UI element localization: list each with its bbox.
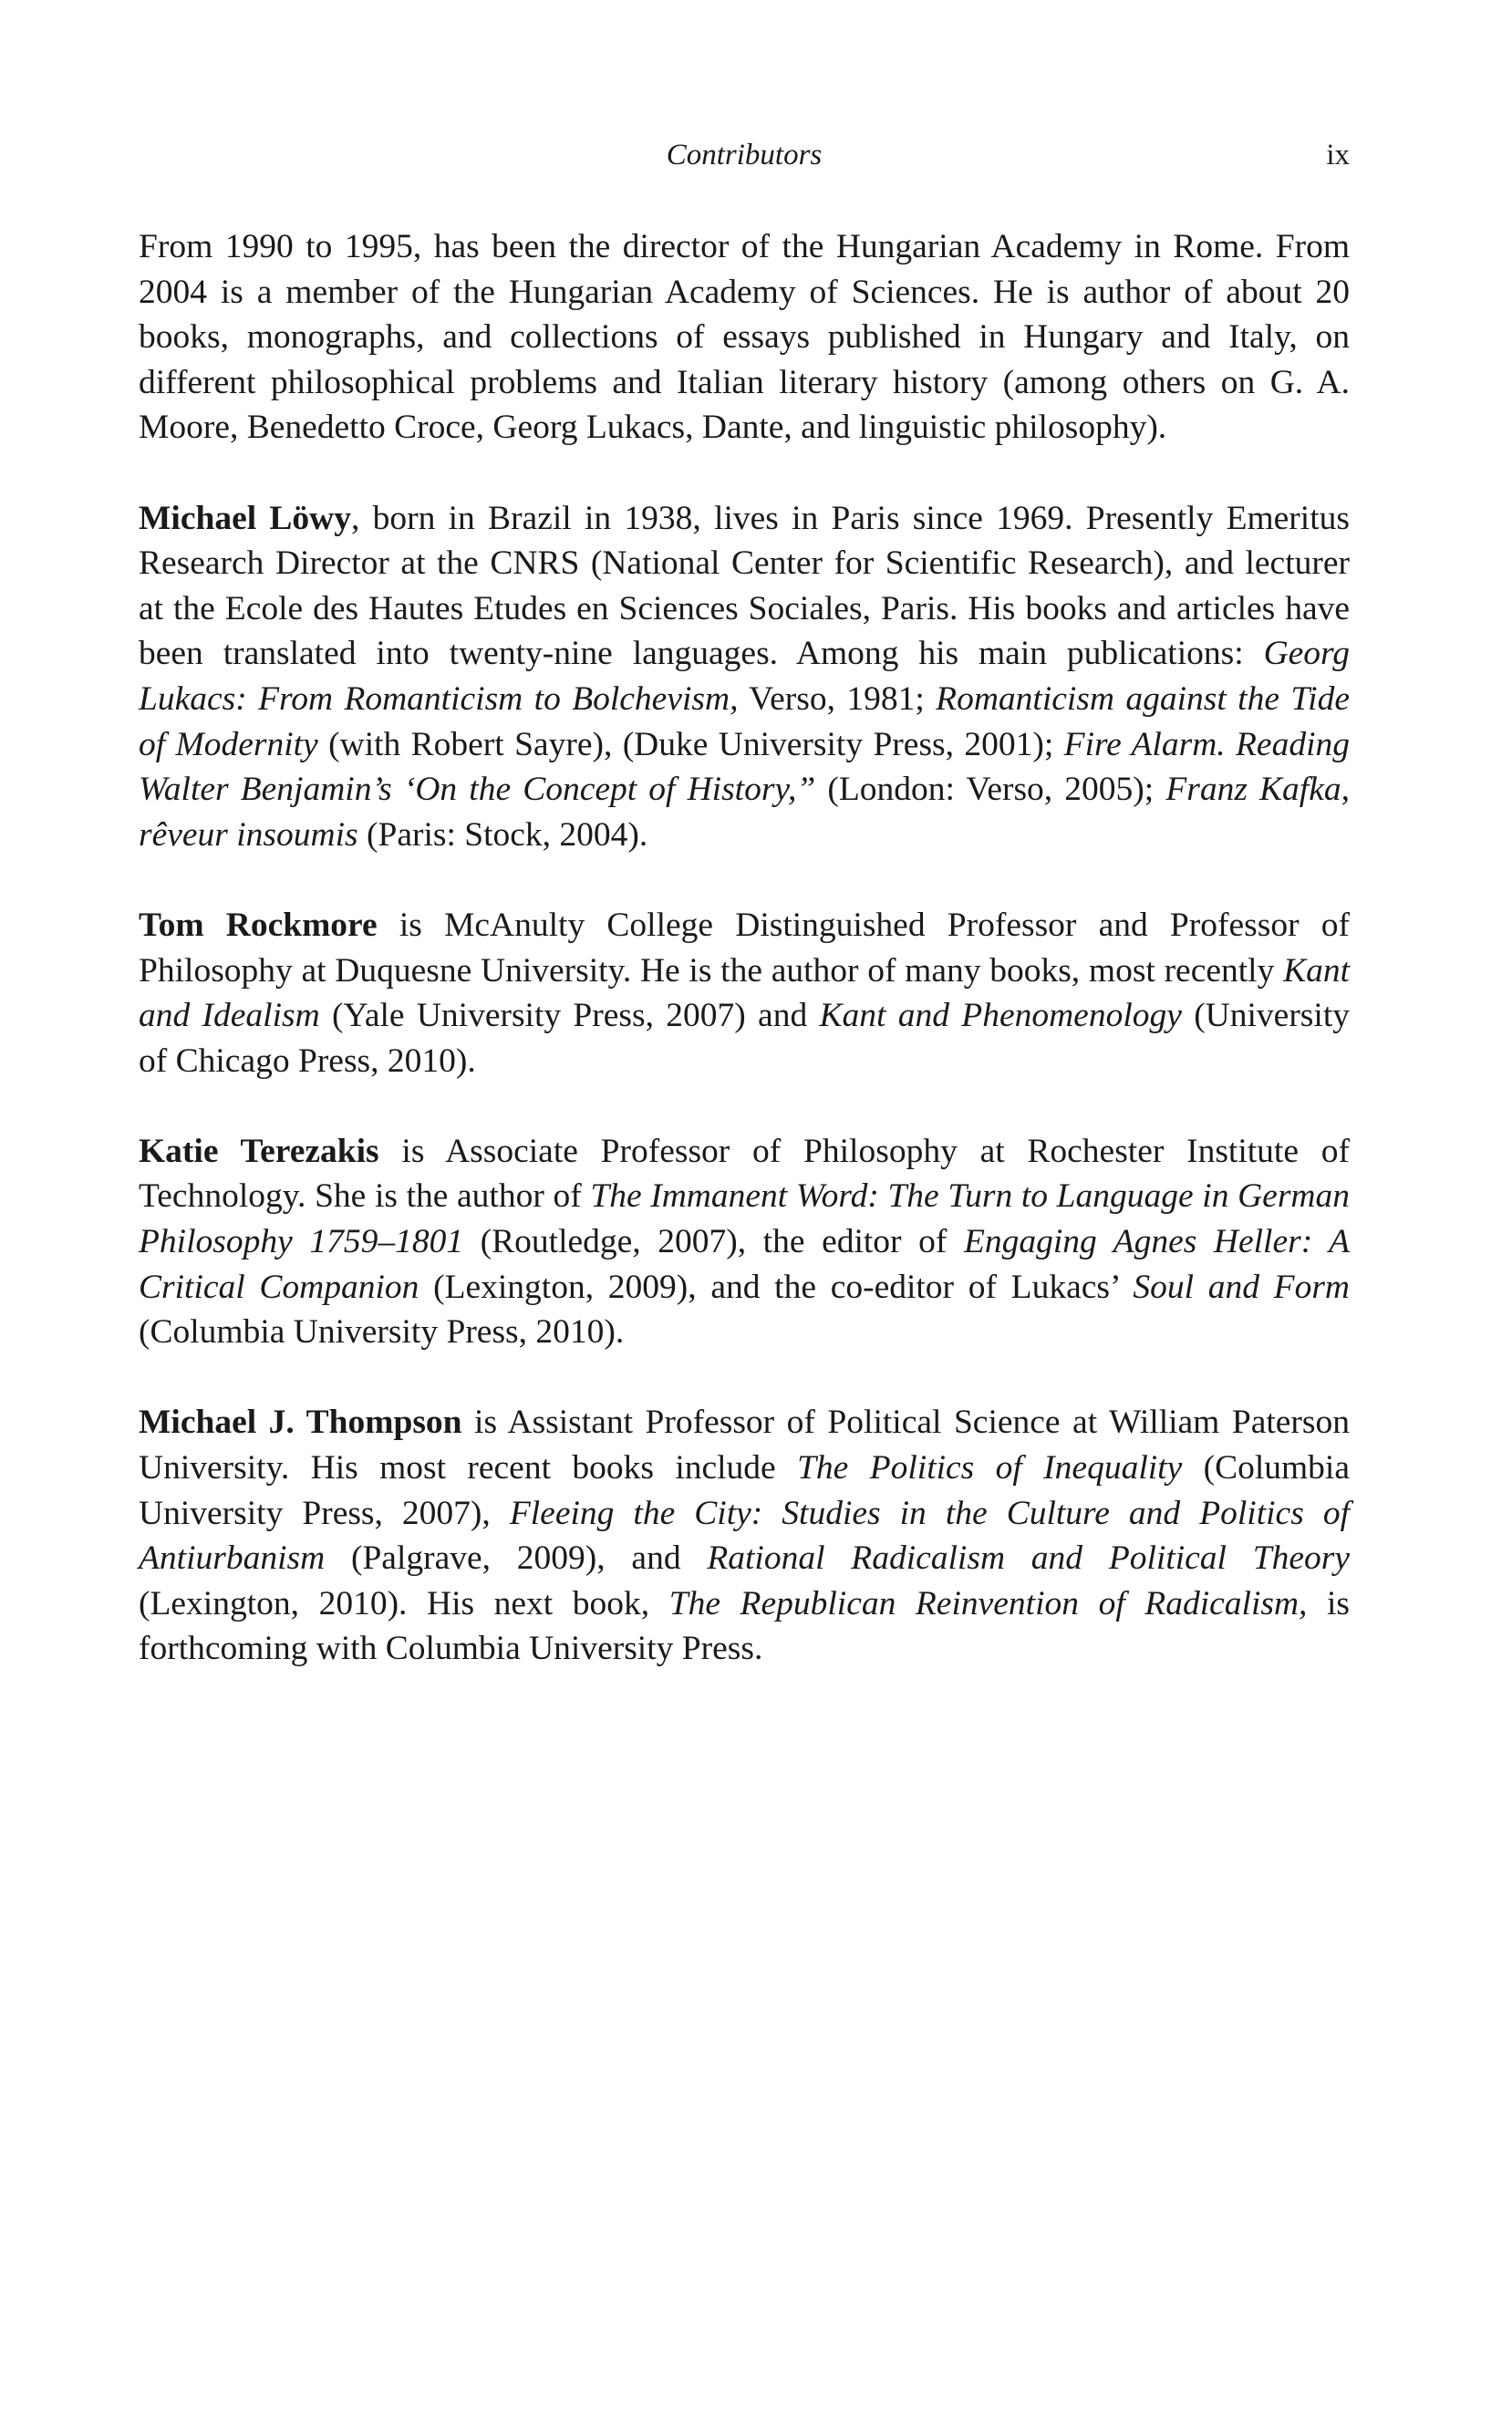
bio-text: (Palgrave, 2009), and <box>325 1539 708 1578</box>
bio-text: (University of Chicago Press, 2010). <box>139 997 1350 1080</box>
bio-text: (Lexington, 2009), and the co-editor of Lukacs’ <box>419 1268 1134 1306</box>
contributor-name: Michael J. Thompson <box>139 1404 462 1442</box>
running-head <box>139 135 1350 175</box>
bio-text: (Lexington, 2010). His next book, <box>139 1584 669 1622</box>
bio-text: (London: Verso, 2005); <box>815 771 1166 809</box>
publication-title: Georg Lukacs: From Romanticism to Bolchevism, <box>139 635 1350 718</box>
publication-title: Fire Alarm. Reading Walter Benjamin’s ‘On the Concept of History,” <box>139 725 1350 809</box>
contributor-entry <box>139 224 1350 451</box>
bio-text: (Routledge, 2007), the editor of <box>463 1223 964 1261</box>
bio-text: Verso, 1981; <box>738 679 937 718</box>
bio-text: From 1990 to 1995, has been the director of the Hungarian Academy in Rome. From 2004 is a member of the Hungarian Academy of Sciences. He is author of about 20 books, monographs, and collections of essays published in Hungary and Italy, on different philosophical problems and Italian literary history (among others on G. A. Moore, Benedetto Croce, Georg Lukacs, Dante, and linguistic philosophy). <box>139 228 1350 447</box>
bio-text: (Columbia University Press, 2007), <box>139 1449 1350 1532</box>
bio-text: (Yale University Press, 2007) and <box>319 997 820 1035</box>
page-number: ix <box>1326 139 1350 171</box>
bio-text: is Assistant Professor of Political Science at William Paterson University. His most recent books include <box>139 1404 1350 1487</box>
bio-text: (Paris: Stock, 2004). <box>357 815 648 854</box>
publication-title: Rational Radicalism and Political Theory <box>707 1539 1350 1578</box>
contributor-entry <box>139 903 1350 1083</box>
publication-title: Kant and Idealism <box>139 951 1350 1035</box>
publication-title: Franz Kafka, rêveur insoumis <box>139 771 1350 854</box>
bio-text: (with Robert Sayre), (Duke University Press, 2001); <box>317 725 1064 763</box>
publication-title: Kant and Phenomenology <box>819 997 1182 1035</box>
contributor-name: Katie Terezakis <box>139 1132 379 1170</box>
publication-title: The Immanent Word: The Turn to Language in German Philosophy 1759–1801 <box>139 1177 1350 1261</box>
bio-text: (Columbia University Press, 2010). <box>139 1313 625 1352</box>
contributor-entry <box>139 496 1350 858</box>
bio-text: , born in Brazil in 1938, lives in Paris since 1969. Presently Emeritus Research Director at the CNRS (National Center for Scientific Research), and lecturer at the Ecole des Hautes Etudes en Sciences Sociales, Paris. His books and articles have been translated into twenty-nine languages. Among his main publications: <box>139 499 1350 673</box>
publication-title: Romanticism against the Tide of Modernity <box>139 679 1350 763</box>
publication-title: The Republican Reinvention of Radicalism, <box>668 1584 1308 1622</box>
publication-title: The Politics of Inequality <box>797 1449 1183 1487</box>
contributor-name: Michael Löwy <box>139 499 351 537</box>
contributor-entry <box>139 1400 1350 1672</box>
contributor-name: Tom Rockmore <box>139 906 378 944</box>
publication-title: Engaging Agnes Heller: A Critical Companion <box>139 1223 1351 1306</box>
publication-title: Fleeing the City: Studies in the Culture and Politics of Antiurbanism <box>139 1494 1350 1578</box>
contributors-list <box>139 224 1350 1672</box>
publication-title: Soul and Form <box>1133 1268 1351 1306</box>
running-title: Contributors <box>666 139 823 171</box>
bio-text: is McAnulty College Distinguished Professor and Professor of Philosophy at Duquesne University. He is the author of many books, most recently <box>139 906 1351 990</box>
bio-text: is Associate Professor of Philosophy at Rochester Institute of Technology. She is the author of <box>139 1132 1350 1216</box>
bio-text: is forthcoming with Columbia University Press. <box>139 1584 1351 1668</box>
contributor-entry <box>139 1129 1350 1355</box>
